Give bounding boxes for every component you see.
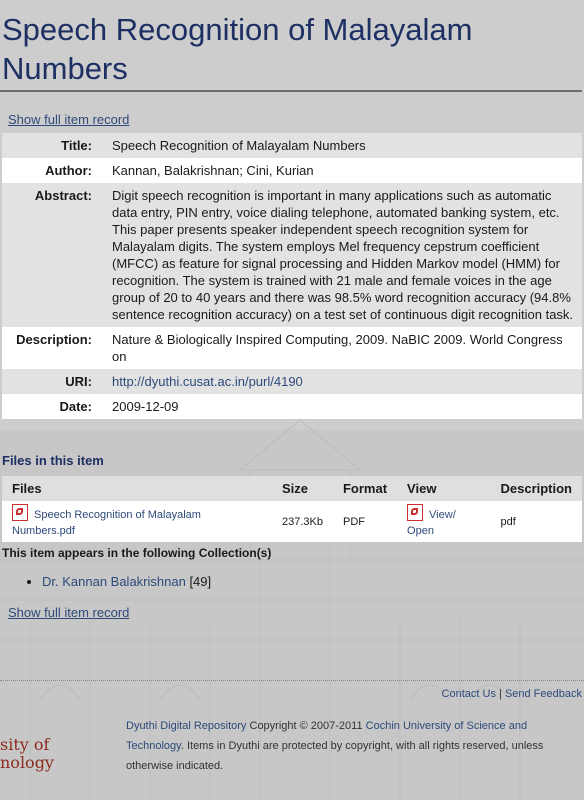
files-heading: Files in this item <box>2 453 104 468</box>
metadata-value: Digit speech recognition is important in many applications such as automatic data entry, PIN entry, voice dialing telephone, automated banking system, etc. This paper presents speaker independent speech recognition system for Malayalam digits. The system employs Mel frequency cepstrum coefficient (MFCC) as feature for signal processing and Hidden Markov model (HMM) for recognition. The system is trained with 21 male and female voices in the age group of 20 to 40 years and there was 98.5% word recognition accuracy (94.8% sentence recognition accuracy) on a test set of continuous digit recognition task. <box>112 188 574 322</box>
uri-link[interactable]: http://dyuthi.cusat.ac.in/purl/4190 <box>112 374 303 389</box>
metadata-value: 2009-12-09 <box>112 399 179 414</box>
column-header: Format <box>333 476 397 501</box>
metadata-row-author <box>2 158 582 183</box>
metadata-row-abstract <box>2 183 582 327</box>
footer-divider <box>0 680 584 681</box>
send-feedback-link[interactable]: Send Feedback <box>504 688 582 700</box>
files-table <box>2 476 582 542</box>
column-header: Size <box>272 476 333 501</box>
metadata-row-description <box>2 327 582 369</box>
column-header: View <box>397 476 490 501</box>
metadata-label: Author: <box>45 163 92 178</box>
footer-separator: | <box>499 688 502 700</box>
metadata-row-uri <box>2 369 582 394</box>
file-size: 237.3Kb <box>272 501 333 542</box>
collections-heading: This item appears in the following Collection(s) <box>2 546 272 560</box>
view-open-link[interactable]: View/ Open <box>407 509 456 537</box>
pdf-icon <box>12 504 28 521</box>
metadata-value: Kannan, Balakrishnan; Cini, Kurian <box>112 163 314 178</box>
collections-list <box>0 574 584 589</box>
metadata-row-date <box>2 394 582 419</box>
metadata-label: Abstract: <box>34 188 92 203</box>
logo-line: nology <box>0 753 54 772</box>
show-full-record-link[interactable]: Show full item record <box>8 112 130 127</box>
contact-us-link[interactable]: Contact Us <box>441 688 496 700</box>
footer-copyright <box>126 716 566 776</box>
pdf-icon <box>407 504 423 521</box>
logo-line: sity of <box>0 735 50 754</box>
repository-link[interactable]: Dyuthi Digital Repository <box>126 720 247 732</box>
file-description: pdf <box>490 501 582 542</box>
collection-link[interactable]: Dr. Kannan Balakrishnan <box>42 574 186 589</box>
page-title: Speech Recognition of Malayalam Numbers <box>0 0 582 92</box>
column-header: Description <box>490 476 582 501</box>
table-row <box>2 501 582 542</box>
collection-count: [49] <box>189 574 212 589</box>
university-logo <box>0 736 54 772</box>
rights-text: . Items in Dyuthi are protected by copyright, with all rights reserved, unless otherwise indicated. <box>126 740 544 772</box>
footer-links <box>442 688 582 700</box>
metadata-label: Date: <box>59 399 92 414</box>
metadata-label: Title: <box>61 138 92 153</box>
university-link[interactable]: Cochin University of Science and Technology <box>126 720 528 752</box>
metadata-table <box>2 133 582 419</box>
files-table-header <box>2 476 582 501</box>
metadata-value: Nature & Biologically Inspired Computing, 2009. NaBIC 2009. World Congress on <box>112 332 563 364</box>
file-format: PDF <box>333 501 397 542</box>
metadata-label: URI: <box>65 374 92 389</box>
file-link[interactable]: Speech Recognition of Malayalam Numbers.pdf <box>12 509 201 537</box>
show-full-record-link-bottom[interactable]: Show full item record <box>8 605 130 620</box>
metadata-row-title <box>2 133 582 158</box>
list-item <box>42 574 584 589</box>
metadata-value: Speech Recognition of Malayalam Numbers <box>112 138 366 153</box>
column-header: Files <box>2 476 272 501</box>
metadata-label: Description: <box>16 332 92 347</box>
copyright-text: Copyright © 2007-2011 <box>249 720 363 732</box>
